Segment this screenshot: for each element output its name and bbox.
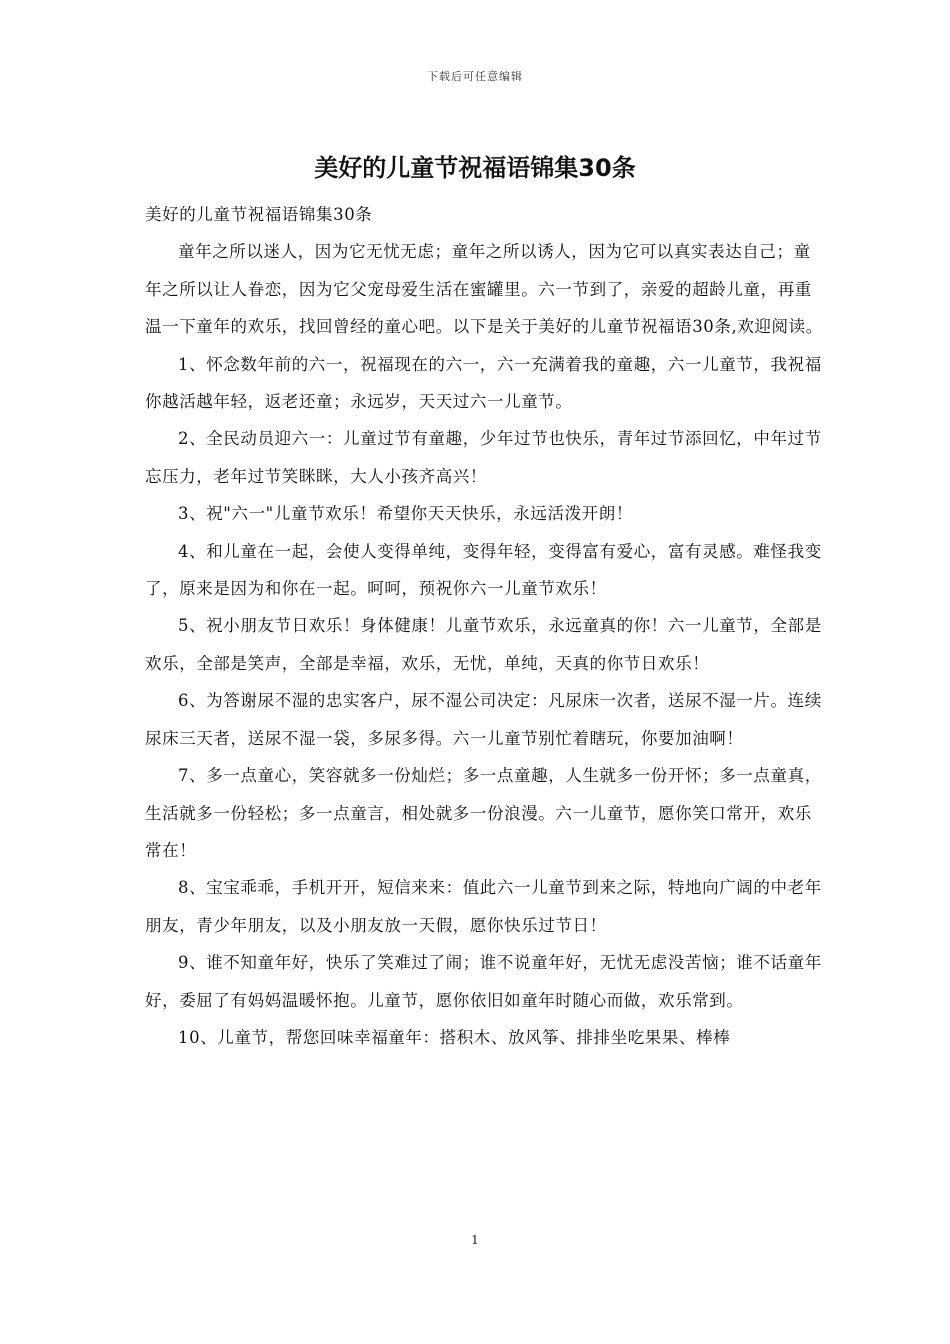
header-note: 下载后可任意编辑 (427, 70, 523, 83)
document-title: 美好的儿童节祝福语锦集30条 (314, 154, 636, 182)
blessing-item-2: 2、全民动员迎六一：儿童过节有童趣，少年过节也快乐，青年过节添回忆，中年过节忘压力，老年过节笑眯眯，大人小孩齐高兴！ (145, 429, 822, 486)
blessing-item-5: 5、祝小朋友节日欢乐！身体健康！儿童节欢乐，永远童真的你！六一儿童节，全部是欢乐，全部是笑声，全部是幸福，欢乐，无忧，单纯，天真的你节日欢乐！ (145, 616, 822, 673)
blessing-item-9: 9、谁不知童年好，快乐了笑难过了闹；谁不说童年好，无忧无虑没苦恼；谁不话童年好，委屈了有妈妈温暖怀抱。儿童节，愿你依旧如童年时随心而做，欢乐常到。 (145, 953, 822, 1010)
document-body (145, 196, 825, 1056)
blessing-item-10: 10、儿童节，帮您回味幸福童年：搭积木、放风筝、排排坐吃果果、棒棒 (178, 1027, 731, 1047)
blessing-item-7: 7、多一点童心，笑容就多一份灿烂；多一点童趣，人生就多一份开怀；多一点童真，生活就多一份轻松；多一点童言，相处就多一份浪漫。六一儿童节，愿你笑口常开，欢乐常在！ (145, 766, 822, 860)
blessing-item-8: 8、宝宝乖乖，手机开开，短信来来：值此六一儿童节到来之际，特地向广阔的中老年朋友，青少年朋友，以及小朋友放一天假，愿你快乐过节日！ (145, 878, 822, 935)
blessing-item-3: 3、祝"六一"儿童节欢乐！希望你天天快乐，永远活泼开朗！ (178, 504, 633, 524)
blessing-item-4: 4、和儿童在一起，会使人变得单纯，变得年轻，变得富有爱心，富有灵感。难怪我变了，原来是因为和你在一起。呵呵，预祝你六一儿童节欢乐！ (145, 541, 822, 599)
document-subtitle: 美好的儿童节祝福语锦集30条 (145, 205, 373, 224)
blessing-item-1: 1、怀念数年前的六一，祝福现在的六一，六一充满着我的童趣，六一儿童节，我祝福你越活越年轻，返老还童；永远岁，天天过六一儿童节。 (145, 354, 822, 412)
page-number: 1 (471, 1233, 479, 1247)
intro-paragraph: 童年之所以迷人，因为它无忧无虑；童年之所以诱人，因为它可以真实表达自己；童年之所以让人眷恋，因为它父宠母爱生活在蜜罐里。六一节到了，亲爱的超龄儿童，再重温一下童年的欢乐，找回曾经的童心吧。以下是关于美好的儿童节祝福语30条,欢迎阅读。 (145, 242, 823, 337)
blessing-item-6: 6、为答谢尿不湿的忠实客户，尿不湿公司决定：凡尿床一次者，送尿不湿一片。连续尿床三天者，送尿不湿一袋，多尿多得。六一儿童节别忙着瞎玩，你要加油啊！ (145, 691, 822, 748)
